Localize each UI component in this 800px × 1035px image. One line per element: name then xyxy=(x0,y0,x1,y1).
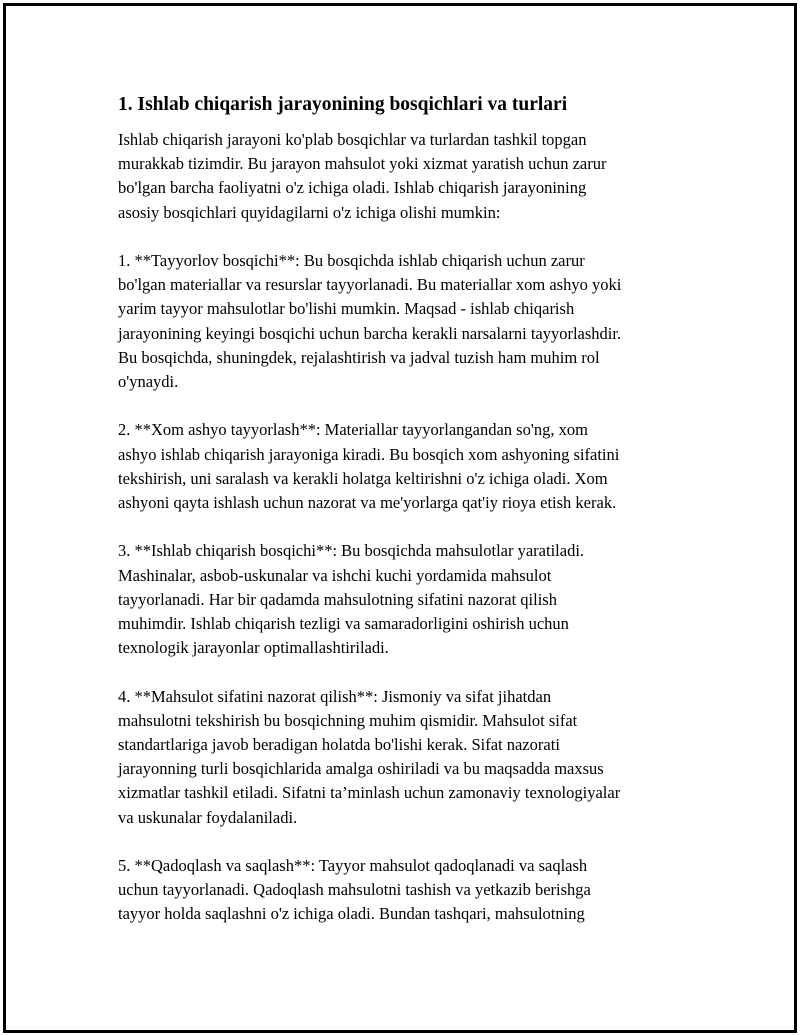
paragraph-sifat-nazorati: 4. **Mahsulot sifatini nazorat qilish**: Jismoniy va sifat jihatdan mahsulotni tekshirish bu bosqichning muhim qismidir. Mahsulot sifat standartlariga javob beradigan holatda bo'lishi kerak. Sifat nazorati jarayonning turli bosqichlarida amalga oshiriladi va bu maqsadda maxsus xizmatlar tashkil etiladi. Sifatni ta’minlash uchun zamonaviy texnologiyalar va uskunalar foydalaniladi. xyxy=(118,686,621,827)
paragraph-tayyorlov-bosqichi: 1. **Tayyorlov bosqichi**: Bu bosqichda ishlab chiqarish uchun zarur bo'lgan materiallar va resurslar tayyorlanadi. Bu materiallar xom ashyo yoki yarim tayyor mahsulotlar bo'lishi mumkin. Maqsad - ishlab chiqarish jarayonining keyingi bosqichi uchun barcha kerakli narsalarni tayyorlashdir. Bu bosqichda, shuningdek, rejalashtirish va jadval tuzish ham muhim rol o'ynaydi. xyxy=(118,251,622,392)
paragraph-xom-ashyo-tayyorlash: 2. **Xom ashyo tayyorlash**: Materiallar tayyorlangandan so'ng, xom ashyo ishlab chiqarish jarayoniga kiradi. Bu bosqich xom ashyoning sifatini tekshirish, uni saralash va kerakli holatga keltirishni o'z ichiga oladi. Xom ashyoni qayta ishlash uchun nazorat va me'yorlarga qat'iy rioya etish kerak. xyxy=(118,420,620,513)
paragraph-ishlab-chiqarish-bosqichi: 3. **Ishlab chiqarish bosqichi**: Bu bosqichda mahsulotlar yaratiladi. Mashinalar, asbob-uskunalar va ishchi kuchi yordamida mahsulot tayyorlanadi. Har bir qadamda mahsulotning sifatini nazorat qilish muhimdir. Ishlab chiqarish tezligi va samaradorligini oshirish uchun texnologik jarayonlar optimallashtiriladi. xyxy=(118,541,585,658)
section-heading: 1. Ishlab chiqarish jarayonining bosqichlari va turlari xyxy=(118,94,568,115)
intro-paragraph: Ishlab chiqarish jarayoni ko'plab bosqichlar va turlardan tashkil topgan murakkab tizimdir. Bu jarayon mahsulot yoki xizmat yaratish uchun zarur bo'lgan barcha faoliyatni o'z ichiga oladi. Ishlab chiqarish jarayonining asosiy bosqichlari quyidagilarni o'z ichiga olishi mumkin: xyxy=(118,130,607,222)
paragraph-qadoqlash-saqlash: 5. **Qadoqlash va saqlash**: Tayyor mahsulot qadoqlanadi va saqlash uchun tayyorlanadi. Qadoqlash mahsulotni tashish va yetkazib berishga tayyor holda saqlashni o'z ichiga oladi. Bundan tashqari, mahsulotning xyxy=(118,856,591,924)
document-body xyxy=(118,92,688,951)
